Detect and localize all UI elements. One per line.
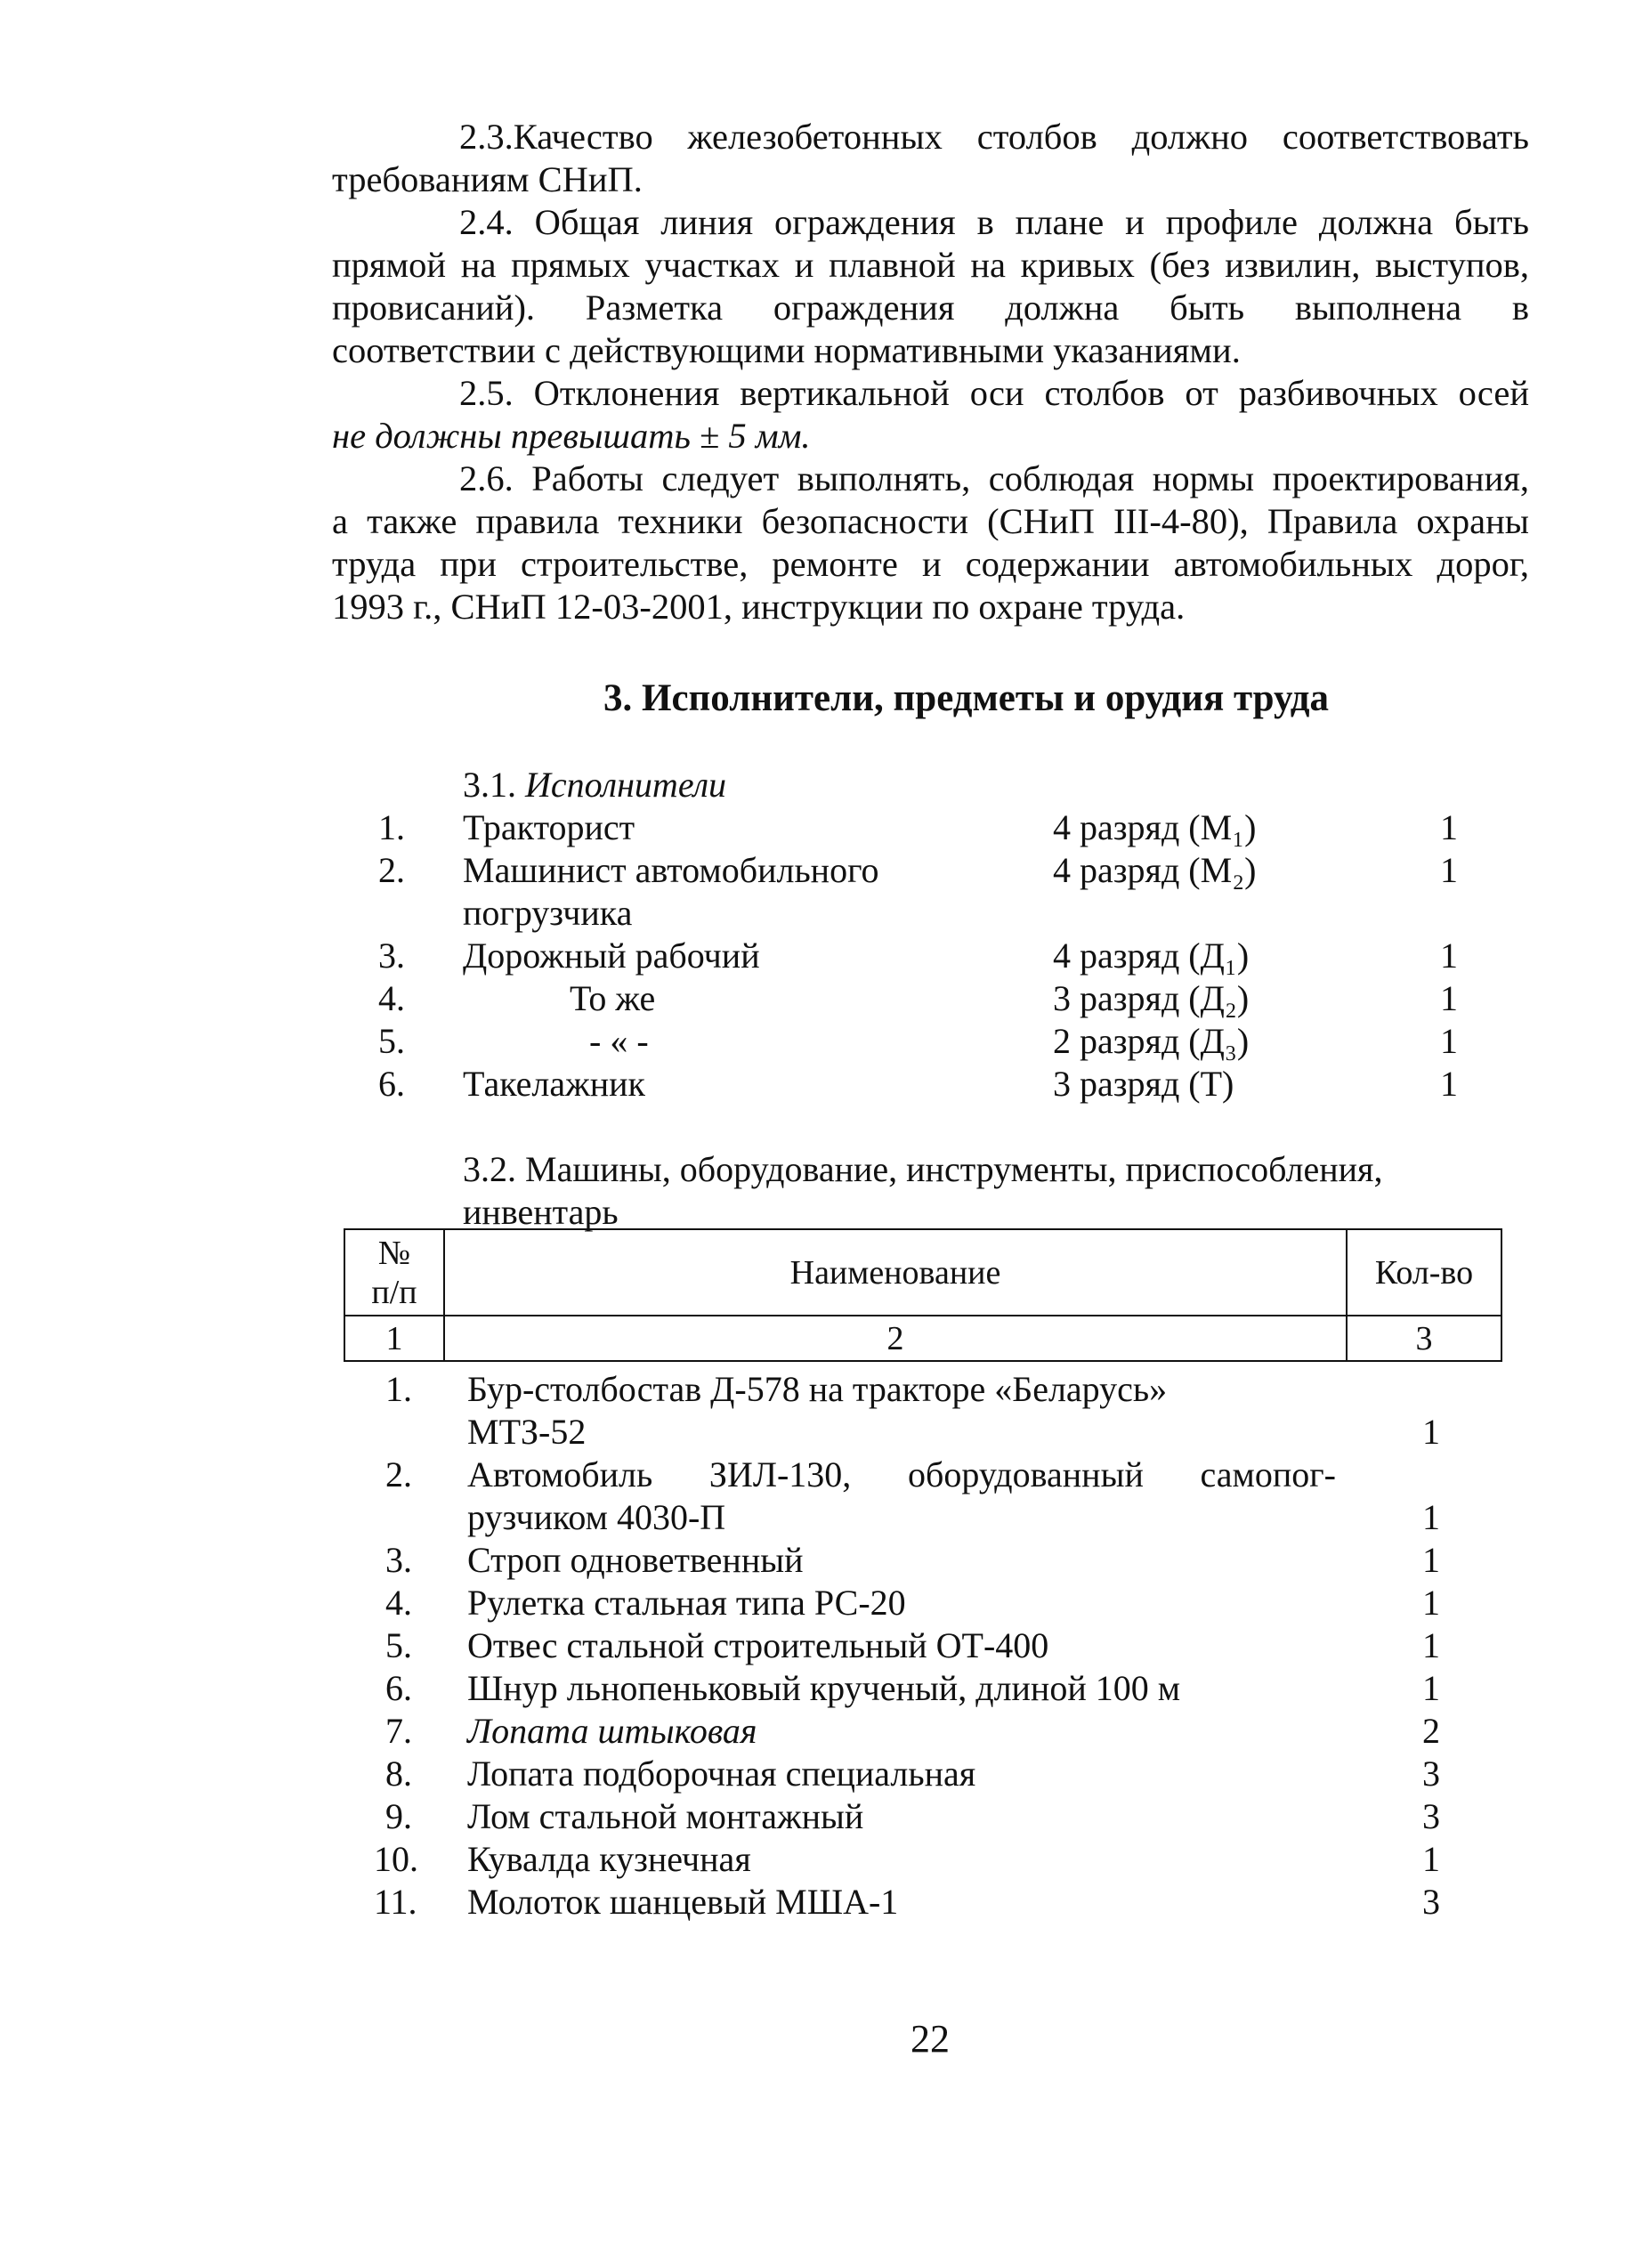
table-row-qty: 1: [1422, 1839, 1440, 1879]
list-item-name: Такелажник: [463, 1064, 645, 1104]
paragraph-line: требованиям СНиП.: [332, 159, 643, 199]
list-item-name-continued: погрузчика: [463, 893, 633, 933]
table-row-qty: 1: [1422, 1497, 1440, 1537]
paragraph-line: труда при строительстве, ремонте и содержании автомобильных дорог,: [332, 544, 1529, 584]
list-item-qty: 1: [1440, 978, 1458, 1018]
table-row-name: Лом стальной монтажный: [467, 1796, 864, 1836]
paragraph-line: соответствии с действующими нормативными указаниями.: [332, 330, 1241, 370]
table-row-qty: 1: [1422, 1540, 1440, 1580]
table-row-name-continued: рузчиком 4030-П: [467, 1497, 726, 1537]
table-row-qty: 3: [1422, 1882, 1440, 1922]
paragraph-line: 1993 г., СНиП 12-03-2001, инструкции по охране труда.: [332, 587, 1186, 627]
header-index-1: 1: [385, 1320, 403, 1357]
paragraph-line: 2.6. Работы следует выполнять, соблюдая нормы проектирования,: [459, 458, 1529, 498]
list-item-name: - « -: [589, 1021, 649, 1061]
list-item-name: Дорожный рабочий: [463, 936, 760, 976]
section-title: 3. Исполнители, предметы и орудия труда: [603, 677, 1330, 719]
list-item-number: 1.: [378, 807, 405, 847]
header-col-name: Наименование: [789, 1253, 1001, 1292]
list-item-grade: 2 разряд (Д₃): [1053, 1021, 1250, 1061]
workers-title-number: 3.1.: [463, 765, 516, 805]
table-row-name: Бур-столбостав Д-578 на тракторе «Беларусь»: [467, 1369, 1168, 1409]
table-row-name-continued: МТЗ-52: [467, 1412, 587, 1452]
list-item-number: 6.: [378, 1064, 405, 1104]
table-row-number: 11.: [374, 1882, 417, 1922]
paragraph-line: 2.4. Общая линия ограждения в плане и профиле должна быть: [459, 202, 1529, 242]
paragraph-2-4: [332, 201, 1529, 372]
list-item-grade: 3 разряд (Т): [1053, 1064, 1234, 1104]
list-item-name: Машинист автомобильного: [463, 850, 879, 890]
table-row-number: 8.: [385, 1754, 412, 1794]
list-item-grade: 4 разряд (М₂): [1053, 850, 1257, 890]
list-item-name: Тракторист: [463, 807, 635, 847]
table-row-number: 7.: [385, 1711, 412, 1751]
workers-title-text: Исполнители: [525, 765, 727, 805]
table-row-number: 2.: [385, 1454, 412, 1494]
table-row-qty: 1: [1422, 1625, 1440, 1665]
table-row-qty: 3: [1422, 1754, 1440, 1794]
paragraph-2-6: [332, 458, 1529, 628]
table-row-number: 1.: [385, 1369, 412, 1409]
paragraph-2-3: [332, 116, 1529, 201]
table-row-name: Отвес стальной строительный ОТ-400: [467, 1625, 1049, 1665]
table-row-qty: 1: [1422, 1412, 1440, 1452]
paragraph-line: а также правила техники безопасности (СНиП III-4-80), Правила охраны: [332, 501, 1529, 541]
table-row-number: 5.: [385, 1625, 412, 1665]
table-row-number: 4.: [385, 1583, 412, 1623]
workers-title: [463, 764, 726, 806]
list-item-grade: 4 разряд (М₁): [1053, 807, 1257, 847]
list-item-number: 5.: [378, 1021, 405, 1061]
page-number: 22: [911, 2017, 950, 2061]
list-item-grade: 3 разряд (Д₂): [1053, 978, 1250, 1018]
table-row-name: Лопата штыковая: [467, 1711, 757, 1751]
paragraph-line: прямой на прямых участках и плавной на кривых (без извилин, выступов,: [332, 245, 1529, 285]
table-row-qty: 3: [1422, 1796, 1440, 1836]
list-item-qty: 1: [1440, 807, 1458, 847]
table-row-number: 6.: [385, 1668, 412, 1708]
table-row-number: 9.: [385, 1796, 412, 1836]
list-item-qty: 1: [1440, 936, 1458, 976]
paragraph-line: не должны превышать ± 5 мм.: [332, 416, 811, 456]
header-col-number: № п/п: [371, 1234, 417, 1311]
table-row-qty: 2: [1422, 1711, 1440, 1751]
header-index-2: 2: [886, 1320, 904, 1357]
table-row-name: Молоток шанцевый МША-1: [467, 1882, 899, 1922]
table-row-name: Строп одноветвенный: [467, 1540, 804, 1580]
table-row-name: Шнур льнопеньковый крученый, длиной 100 м: [467, 1668, 1181, 1708]
table-row-name: Лопата подборочная специальная: [467, 1754, 976, 1794]
table-row-number: 10.: [374, 1839, 418, 1879]
paragraph-line: провисаний). Разметка ограждения должна быть выполнена в: [332, 288, 1529, 328]
table-row-qty: 1: [1422, 1668, 1440, 1708]
table-row-name: Автомобиль ЗИЛ-130, оборудованный самопог-: [467, 1454, 1336, 1494]
list-item-qty: 1: [1440, 850, 1458, 890]
list-item-number: 3.: [378, 936, 405, 976]
list-item-number: 2.: [378, 850, 405, 890]
list-item-name: То же: [570, 978, 656, 1018]
table-row-name: Рулетка стальная типа РС-20: [467, 1583, 906, 1623]
list-item-qty: 1: [1440, 1021, 1458, 1061]
paragraph-line: 2.3.Качество железобетонных столбов должно соответствовать: [459, 117, 1529, 157]
equipment-title-line: 3.2. Машины, оборудование, инструменты, приспособления,: [463, 1149, 1383, 1189]
list-item-grade: 4 разряд (Д₁): [1053, 936, 1250, 976]
header-col-qty: Кол-во: [1374, 1253, 1474, 1292]
paragraph-2-5: [332, 372, 1529, 458]
table-row-number: 3.: [385, 1540, 412, 1580]
equipment-title-line: инвентарь: [463, 1192, 619, 1232]
paragraph-line: 2.5. Отклонения вертикальной оси столбов от разбивочных осей: [459, 373, 1529, 413]
table-row-name: Кувалда кузнечная: [467, 1839, 751, 1879]
header-index-3: 3: [1415, 1320, 1433, 1357]
list-item-number: 4.: [378, 978, 405, 1018]
table-row-qty: 1: [1422, 1583, 1440, 1623]
list-item-qty: 1: [1440, 1064, 1458, 1104]
